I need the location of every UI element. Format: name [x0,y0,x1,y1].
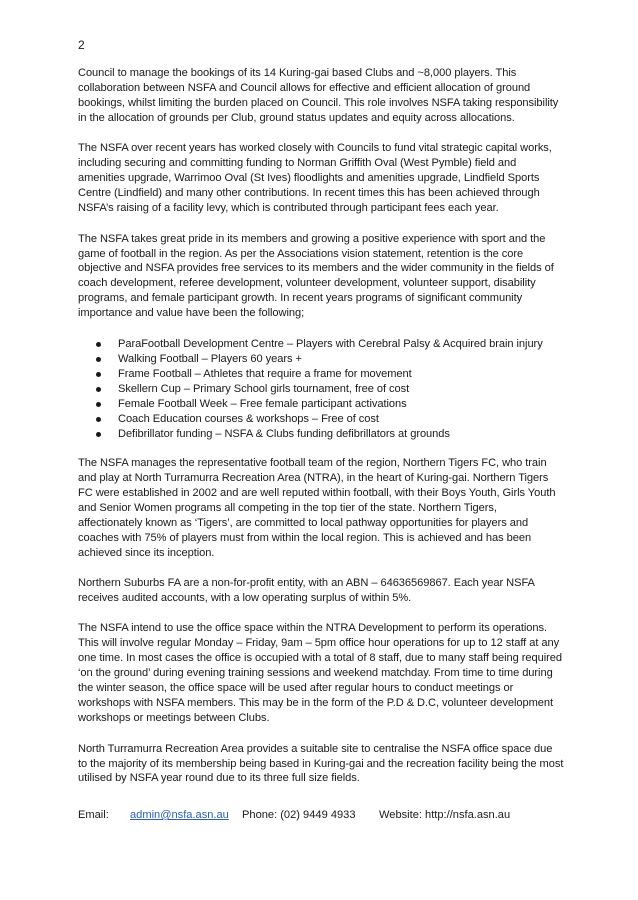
paragraph-capital-works: The NSFA over recent years has worked closely with Councils to fund vital strategic capital works, including securing and committing funding to Norman Griffith Oval (West Pymble) field and amenities upgrade, Warrimoo Oval (St Ives) floodlights and amenities upgrade, Lindfield Sports Centre (Lindfield) and many other contributions. In recent times this has been achieved through NSFA’s raising of a facility levy, which is contributed through participant fees each year. [78,142,552,215]
list-item-text: Skellern Cup – Primary School girls tournament, free of cost [118,382,410,395]
list-item [78,397,564,412]
list-item [78,367,564,382]
paragraph-site-suitability: North Turramurra Recreation Area provides a suitable site to centralise the NSFA office space due to the majority of its membership being based in Kuring-gai and the recreation facility being the most utilised by NSFA year round due to its three full size fields. [78,742,564,785]
bullet-icon [96,402,101,407]
paragraph-member-programs: The NSFA takes great pride in its members and growing a positive experience with sport and the game of football in the region. As per the Associations vision statement, retention is the core objective and NSFA provides free services to its members and the wider community in the fields of coach development, referee development, volunteer development, volunteer support, disability programs, and female participant growth. In recent years programs of significant community importance and value have been the following; [78,232,554,320]
list-item [78,412,564,427]
phone-text: Phone: (02) 9449 4933 [242,809,356,821]
paragraph-ground-bookings: Council to manage the bookings of its 14 Kuring-gai based Clubs and ~8,000 players. This collaboration between NSFA and Council allows for effective and efficient allocation of ground bookings, whilst limiting the burden placed on Council. This role involves NSFA taking responsibility in the allocation of grounds per Club, ground status updates and equity across allocations. [78,67,559,124]
bullet-icon [96,432,101,437]
paragraph-abn: Northern Suburbs FA are a non-for-profit entity, with an ABN – 64636569867. Each year NSFA receives audited accounts, with a low operating surplus of within 5%. [78,576,535,604]
list-item-text: Female Football Week – Free female participant activations [118,397,407,410]
bullet-icon [96,357,101,362]
paragraph-northern-tigers: The NSFA manages the representative football team of the region, Northern Tigers FC, who train and play at North Turramurra Recreation Area (NTRA), in the heart of Kuring-gai. Northern Tigers FC were established in 2002 and are well reputed within football, with their Boys Youth, Girls Youth and Senior Women programs all competing in the top tier of the state. Northern Tigers, affectionately known as ‘Tigers’, are committed to local pathway opportunities for players and coaches with 75% of players must from within the local region. This is achieved and has been achieved since its inception. [78,456,556,559]
list-item [78,352,564,367]
email-label: Email: [78,809,109,821]
list-item-text: Frame Football – Athletes that require a frame for movement [118,367,412,380]
paragraph-office-use: The NSFA intend to use the office space within the NTRA Development to perform its operations. This will involve regular Monday – Friday, 9am – 5pm office hour operations for up to 12 staff at any one time. In most cases the office is occupied with a total of 8 staff, due to many staff being required ‘on the ground’ during evening training sessions and weekend matchday. From time to time during the winter season, the office space will be used after regular hours to conduct meetings or workshops with NSFA members. This may be in the form of the P.D & D.C, volunteer development workshops or meetings between Clubs. [78,622,563,725]
list-item-text: Defibrillator funding – NSFA & Clubs funding defibrillators at grounds [118,427,450,440]
list-item-text: ParaFootball Development Centre – Players with Cerebral Palsy & Acquired brain injury [118,337,543,350]
programs-list [78,337,564,442]
list-item [78,427,564,442]
bullet-icon [96,372,101,377]
list-item [78,337,564,352]
list-item-text: Coach Education courses & workshops – Free of cost [118,412,379,425]
bullet-icon [96,387,101,392]
list-item-text: Walking Football – Players 60 years + [118,352,302,365]
email-link[interactable]: admin@nsfa.asn.au [130,809,229,821]
bullet-icon [96,417,101,422]
page-number: 2 [78,38,85,52]
website-text: Website: http://nsfa.asn.au [379,809,511,821]
list-item [78,382,564,397]
bullet-icon [96,342,101,347]
body-text [78,66,564,802]
